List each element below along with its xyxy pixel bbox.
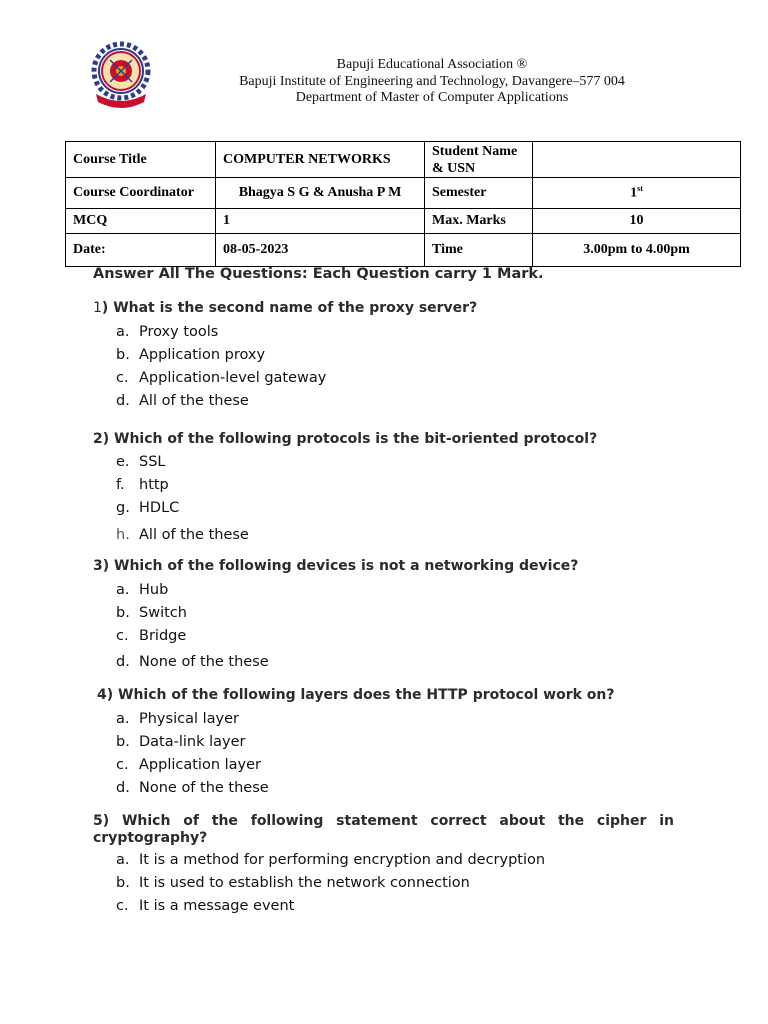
option-item bbox=[116, 625, 269, 648]
option-item bbox=[116, 367, 326, 390]
option-text: Bridge bbox=[139, 628, 187, 644]
semester-label: Semester bbox=[425, 178, 533, 209]
option-item bbox=[116, 777, 269, 800]
institution-header bbox=[200, 57, 664, 107]
option-item bbox=[116, 451, 249, 474]
question-text: ) Which of the following statement correct about the cipher in cryptography? bbox=[93, 813, 674, 846]
option-text: Application-level gateway bbox=[139, 370, 327, 386]
instructions: Answer All The Questions: Each Question carry 1 Mark. bbox=[93, 266, 544, 282]
max-marks-value: 10 bbox=[533, 209, 741, 234]
option-letter: a. bbox=[116, 852, 130, 868]
option-text: All of the these bbox=[139, 527, 249, 543]
table-row bbox=[66, 178, 741, 209]
course-title-value: COMPUTER NETWORKS bbox=[216, 142, 425, 178]
option-text: It is a method for performing encryption and decryption bbox=[139, 852, 546, 868]
mcq-label: MCQ bbox=[66, 209, 216, 234]
question-text: ) Which of the following devices is not a networking device? bbox=[102, 558, 579, 574]
question-5 bbox=[93, 813, 674, 846]
option-letter: f. bbox=[116, 477, 125, 493]
max-marks-label: Max. Marks bbox=[425, 209, 533, 234]
option-letter: e. bbox=[116, 454, 130, 470]
option-text: None of the these bbox=[139, 654, 269, 670]
option-letter: b. bbox=[116, 875, 130, 891]
association-name: Bapuji Educational Association ® bbox=[336, 57, 528, 72]
question-number: 4 bbox=[97, 687, 107, 703]
option-item bbox=[116, 895, 545, 918]
options-list bbox=[116, 708, 269, 800]
option-letter: c. bbox=[116, 898, 129, 914]
options-list bbox=[116, 849, 545, 918]
question-1 bbox=[93, 300, 477, 316]
semester-suffix: st bbox=[637, 184, 643, 194]
option-letter: b. bbox=[116, 347, 130, 363]
options-list bbox=[116, 451, 249, 547]
coordinator-label: Course Coordinator bbox=[66, 178, 216, 209]
option-letter: d. bbox=[116, 393, 130, 409]
option-text: SSL bbox=[139, 454, 166, 470]
time-label: Time bbox=[425, 234, 533, 267]
option-item bbox=[116, 754, 269, 777]
option-text: It is a message event bbox=[139, 898, 295, 914]
option-text: Application proxy bbox=[139, 347, 266, 363]
option-text: It is used to establish the network connection bbox=[139, 875, 470, 891]
question-number: 1 bbox=[93, 300, 102, 316]
institute-name: Bapuji Institute of Engineering and Technology, Davangere–577 004 bbox=[239, 73, 625, 89]
department-name: Department of Master of Computer Applications bbox=[295, 90, 569, 105]
question-number: 3 bbox=[93, 558, 103, 574]
option-item bbox=[116, 497, 249, 520]
question-number: 2 bbox=[93, 431, 103, 447]
student-name-field bbox=[533, 142, 741, 178]
option-letter: a. bbox=[116, 711, 130, 727]
option-text: Switch bbox=[139, 605, 187, 621]
option-letter: a. bbox=[116, 324, 130, 340]
option-letter: h. bbox=[116, 527, 130, 543]
date-value: 08-05-2023 bbox=[216, 234, 425, 267]
option-text: HDLC bbox=[139, 500, 180, 516]
time-value: 3.00pm to 4.00pm bbox=[533, 234, 741, 267]
option-text: None of the these bbox=[139, 780, 269, 796]
semester-number: 1 bbox=[630, 185, 638, 201]
option-letter: b. bbox=[116, 605, 130, 621]
question-number: 5 bbox=[93, 813, 103, 829]
table-row bbox=[66, 234, 741, 267]
option-letter: c. bbox=[116, 757, 129, 773]
table-row bbox=[66, 142, 741, 178]
option-item bbox=[116, 602, 269, 625]
option-text: http bbox=[139, 477, 169, 493]
option-item bbox=[116, 474, 249, 497]
semester-value bbox=[533, 178, 741, 209]
option-letter: g. bbox=[116, 500, 130, 516]
option-letter: d. bbox=[116, 654, 130, 670]
option-text: Data-link layer bbox=[139, 734, 246, 750]
course-info-table bbox=[65, 141, 741, 267]
option-text: Application layer bbox=[139, 757, 262, 773]
option-letter: a. bbox=[116, 582, 130, 598]
option-item bbox=[116, 390, 326, 413]
student-name-label: Student Name & USN bbox=[425, 142, 533, 178]
coordinator-value: Bhagya S G & Anusha P M bbox=[216, 178, 425, 209]
option-item bbox=[116, 731, 269, 754]
option-letter: b. bbox=[116, 734, 130, 750]
options-list bbox=[116, 321, 326, 413]
option-text: Physical layer bbox=[139, 711, 239, 727]
question-text: ) Which of the following layers does the HTTP protocol work on? bbox=[106, 687, 615, 703]
date-label: Date: bbox=[66, 234, 216, 267]
option-letter: c. bbox=[116, 628, 129, 644]
option-item bbox=[116, 321, 326, 344]
option-letter: d. bbox=[116, 780, 130, 796]
question-text: ) What is the second name of the proxy server? bbox=[101, 300, 478, 316]
question-3 bbox=[93, 558, 578, 574]
option-item bbox=[116, 872, 545, 895]
question-4 bbox=[97, 687, 614, 703]
course-title-label: Course Title bbox=[66, 142, 216, 178]
option-item bbox=[116, 708, 269, 731]
mcq-value: 1 bbox=[216, 209, 425, 234]
question-2 bbox=[93, 431, 597, 447]
options-list bbox=[116, 579, 269, 674]
option-text: Proxy tools bbox=[139, 324, 219, 340]
option-item bbox=[116, 344, 326, 367]
option-item bbox=[116, 524, 249, 547]
question-text: ) Which of the following protocols is the bit-oriented protocol? bbox=[102, 431, 598, 447]
institute-emblem-icon bbox=[88, 40, 154, 110]
table-row bbox=[66, 209, 741, 234]
option-item bbox=[116, 579, 269, 602]
option-letter: c. bbox=[116, 370, 129, 386]
option-item bbox=[116, 849, 545, 872]
option-item bbox=[116, 651, 269, 674]
option-text: Hub bbox=[139, 582, 169, 598]
option-text: All of the these bbox=[139, 393, 249, 409]
